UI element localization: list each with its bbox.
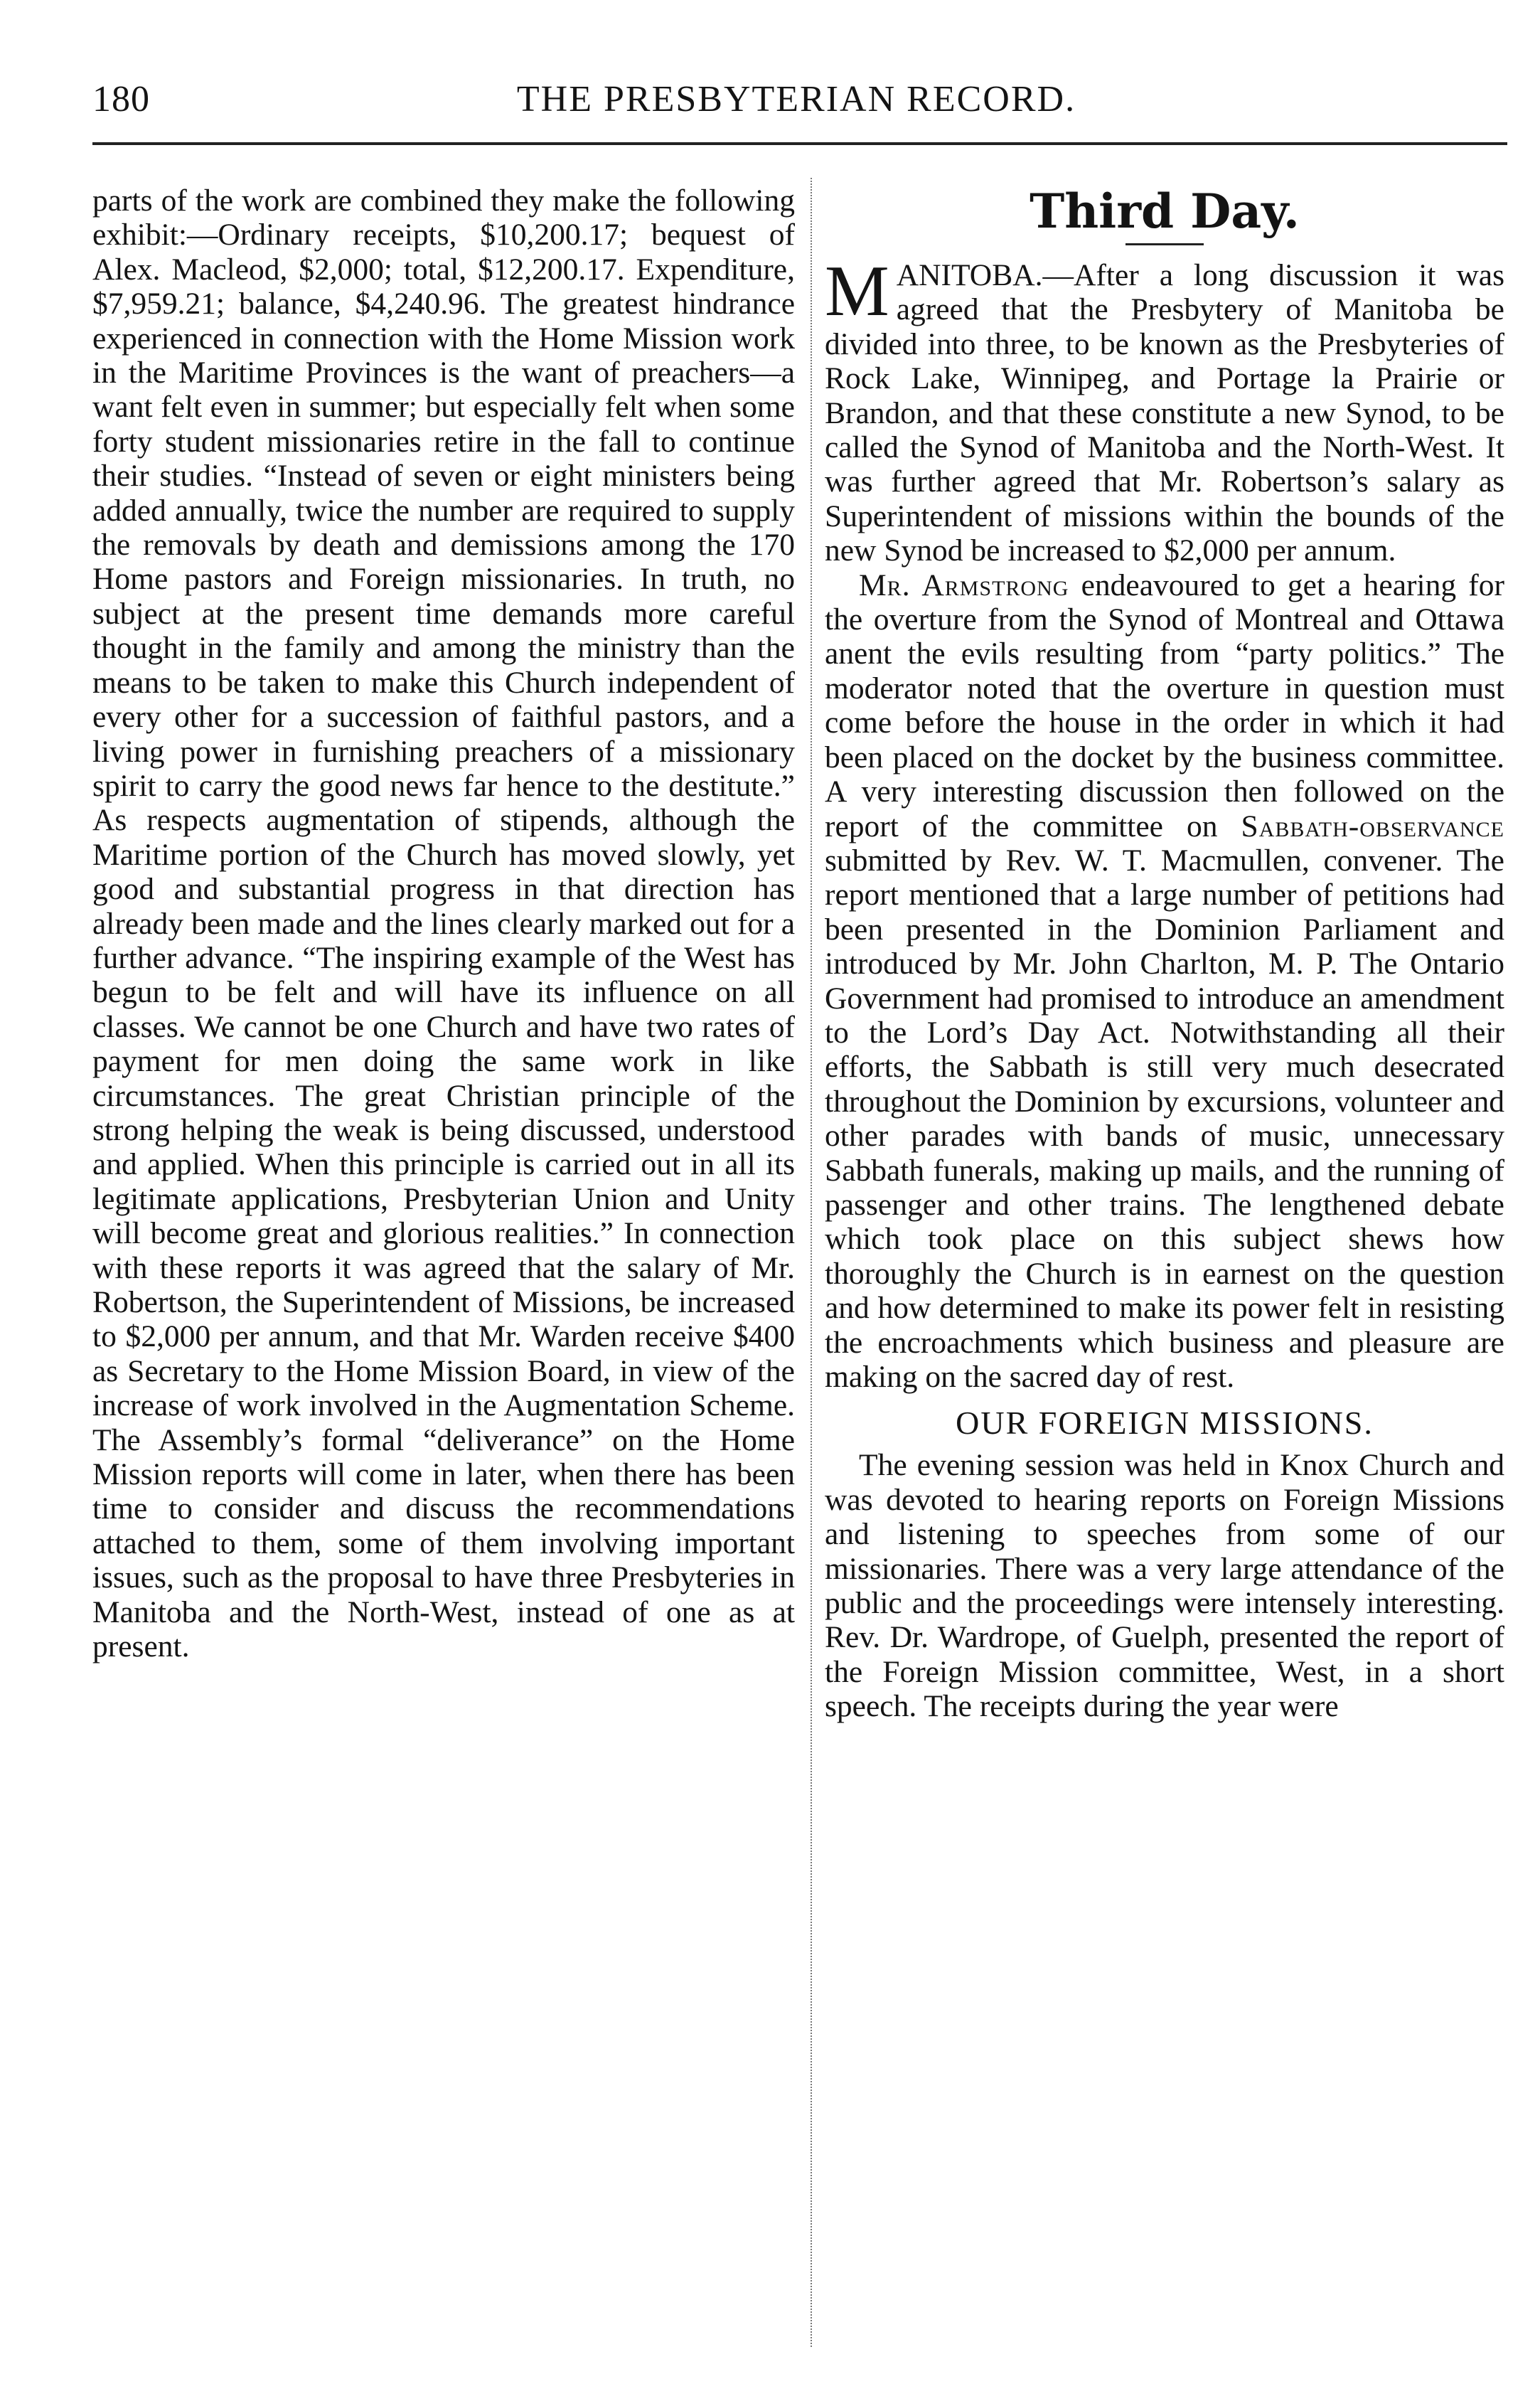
speaker-name: Mr. Armstrong — [859, 568, 1069, 602]
foreign-missions-heading: OUR FOREIGN MISSIONS. — [956, 1405, 1374, 1442]
manitoba-paragraph — [825, 251, 1504, 568]
publication-title: THE PRESBYTERIAN RECORD. — [516, 79, 1076, 119]
right-column — [825, 183, 1504, 1724]
sabbath-text-b: submitted by Rev. W. T. Macmullen, convener. The report mentioned that a large number of petitions had been presented in the Dominion Parliament and introduced by Mr. John Charlton, M. P. The Ontario Government had promised to introduce an amendment to the Lord’s Day Act. Notwithstanding all their efforts, the Sabbath is still very much desecrated throughout the Dominion by excursions, volunteer and other parades with bands of music, unnecessary Sabbath funerals, making up mails, and the running of passenger and other trains. The lengthened debate which took place on this subject shews how thoroughly the Church is in earnest on the question and how determined to make its power felt in resisting the encroachments which business and pleasure are making on the sacred day of rest. — [825, 843, 1504, 1394]
drop-cap: M — [825, 251, 889, 331]
section-title-rule — [1125, 243, 1204, 245]
foreign-missions-paragraph: The evening session was held in Knox Church and was devoted to hearing reports on Foreign Missions and listening to speeches from some of our missionaries. There was a very large attendance of the public and the proceedings were intensely interesting. Rev. Dr. Wardrope, of Guelph, presented the report of the Foreign Mission committee, West, in a short speech. The receipts during the year were — [825, 1448, 1504, 1724]
sabbath-paragraph — [825, 568, 1504, 1395]
committee-name: Sabbath-observance — [1241, 809, 1504, 843]
header-rule — [92, 142, 1507, 145]
page-number: 180 — [92, 79, 150, 119]
section-title: Third Day. — [1030, 183, 1300, 239]
sabbath-text-a: endeavoured to get a hearing for the overture from the Synod of Montreal and Ottawa anent the evils resulting from “party politics.” The moderator noted that the overture in question must come before the house in the order in which it had been placed on the docket by the business committee. A very interesting discussion then followed on the report of the committee on — [825, 568, 1504, 843]
left-column — [92, 183, 795, 1663]
column-divider — [811, 178, 812, 2347]
manitoba-text: ANITOBA.—After a long discussion it was agreed that the Presbytery of Manitoba be divided into three, to be known as the Presbyteries of Rock Lake, Winnipeg, and Portage la Prairie or Brandon, and that these constitute a new Synod, to be called the Synod of Manitoba and the North-West. It was further agreed that Mr. Robertson’s salary as Superintendent of missions within the bounds of the new Synod be increased to $2,000 per annum. — [825, 258, 1504, 568]
page-header — [92, 71, 1500, 135]
left-paragraph: parts of the work are combined they make the following exhibit:—Ordinary receipts, $10,200.17; bequest of Alex. Macleod, $2,000; total, $12,200.17. Expenditure, $7,959.21; balance, $4,240.96. The greatest hindrance experienced in connection with the Home Mission work in the Maritime Provinces is the want of preachers—a want felt even in summer; but especially felt when some forty student missionaries retire in the fall to continue their studies. “Instead of seven or eight ministers being added annually, twice the number are required to supply the removals by death and demissions among the 170 Home pastors and Foreign missionaries. In truth, no subject at the present time demands more careful thought in the family and among the ministry than the means to be taken to make this Church independent of every other for a succession of faithful pastors, and a living power in furnishing preachers of a missionary spirit to carry the good news far hence to the destitute.” As respects augmentation of stipends, although the Maritime portion of the Church has moved slowly, yet good and substantial progress in that direction has already been made and the lines clearly marked out for a further advance. “The inspiring example of the West has begun to be felt and will have its influence on all classes. We cannot be one Church and have two rates of payment for men doing the same work in like circumstances. The great Christian principle of the strong helping the weak is being discussed, understood and applied. When this principle is carried out in all its legitimate applications, Presbyterian Union and Unity will become great and glorious realities.” In connection with these reports it was agreed that the salary of Mr. Robertson, the Superintendent of Missions, be increased to $2,000 per annum, and that Mr. Warden receive $400 as Secretary to the Home Mission Board, in view of the increase of work involved in the Augmentation Scheme. The Assembly’s formal “deliverance” on the Home Mission reports will come in later, when there has been time to consider and discuss the recommendations attached to them, some of them involving important issues, such as the proposal to have three Presbyteries in Manitoba and the North-West, instead of one as at present. — [92, 183, 795, 1664]
